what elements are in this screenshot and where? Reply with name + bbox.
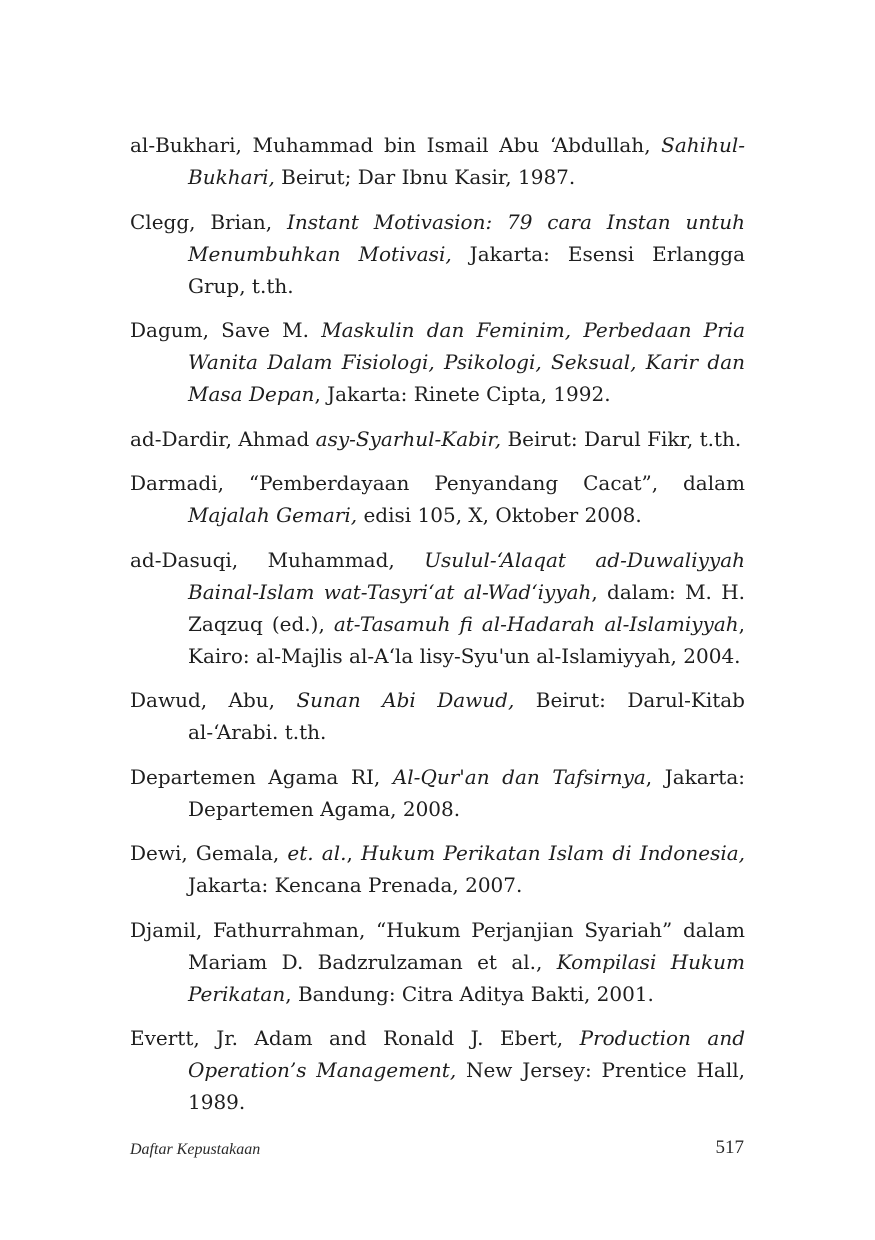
entry-text: Beirut; Dar Ibnu Kasir, 1987. bbox=[274, 165, 576, 189]
entry-title-text: asy-Syarhul-Kabir, bbox=[315, 426, 502, 451]
entry-text: ad-Dardir, Ahmad bbox=[130, 426, 316, 451]
entry-text: Evertt, Jr. Adam and Ronald J. Ebert, bbox=[130, 1026, 580, 1050]
entry-text: Dagum, Save M. bbox=[130, 318, 322, 342]
bibliography-list bbox=[130, 129, 745, 1131]
entry-text: Beirut: Darul Fikr, t.th. bbox=[501, 426, 742, 451]
entry-title-text: Majalah Gemari, bbox=[188, 503, 358, 527]
bibliography-entry bbox=[130, 837, 745, 901]
entry-title-text: Instant Motivasion: 79 cara Instan untuh Menumbuhkan Motivasi, bbox=[188, 209, 746, 266]
entry-text: Beirut: Darul-Kitab al-‘Arabi. t.th. bbox=[188, 688, 745, 744]
entry-text: Jakarta: Esensi Erlangga Grup, t.th. bbox=[188, 241, 745, 298]
entry-title-text: Production and Operation’s Management, bbox=[188, 1026, 746, 1082]
entry-title-text: Al-Qur'an dan Tafsirnya bbox=[392, 764, 646, 789]
entry-text: edisi 105, X, Oktober 2008. bbox=[357, 503, 642, 527]
bibliography-entry bbox=[130, 544, 745, 672]
entry-title-text: at-Tasamuh fi al-Hadarah al-Islamiyyah bbox=[333, 611, 739, 636]
entry-text: Darmadi, “Pemberdayaan Penyandang Cacat”, dalam bbox=[130, 471, 745, 495]
bibliography-entry bbox=[130, 423, 745, 455]
bibliography-entry bbox=[130, 129, 745, 193]
page-number: 517 bbox=[715, 1137, 744, 1158]
entry-title-text: et. al. bbox=[287, 841, 347, 865]
entry-text: , bbox=[346, 841, 361, 865]
entry-text: al-Bukhari, Muhammad bin Ismail Abu ‘Abdullah, bbox=[130, 133, 662, 157]
entry-text: Departemen Agama RI, bbox=[130, 764, 393, 789]
bibliography-entry bbox=[130, 1022, 745, 1118]
bibliography-entry bbox=[130, 761, 745, 825]
entry-title-text: Hukum Perikatan Islam di Indonesia, bbox=[360, 841, 746, 865]
entry-text: Dewi, Gemala, bbox=[130, 841, 288, 865]
bibliography-entry bbox=[130, 914, 745, 1010]
entry-text: , Jakarta: Departemen Agama, 2008. bbox=[188, 764, 745, 821]
entry-text: , Jakarta: Rinete Cipta, 1992. bbox=[314, 382, 611, 406]
entry-title-text: Usulul-‘Alaqat ad-Duwaliyyah Bainal-Islam wat-Tasyri‘at al-Wad‘iyyah bbox=[188, 547, 745, 604]
entry-title-text: Maskulin dan Feminim, Perbedaan Pria Wanita Dalam Fisiologi, Psikologi, Seksual, Karir dan Masa Depan bbox=[188, 318, 746, 406]
entry-text: Jakarta: Kencana Prenada, 2007. bbox=[188, 873, 523, 897]
bibliography-entry bbox=[130, 314, 745, 410]
entry-text: , Kairo: al-Majlis al-A‘la lisy-Syu'un al-Islamiyyah, 2004. bbox=[188, 611, 745, 668]
entry-title-text: Kompilasi Hukum Perikatan bbox=[188, 949, 746, 1006]
entry-text: , Bandung: Citra Aditya Bakti, 2001. bbox=[285, 981, 654, 1006]
bibliography-entry bbox=[130, 684, 745, 748]
running-footer-title: Daftar Kepustakaan bbox=[130, 1141, 261, 1158]
entry-text: Djamil, Fathurrahman, “Hukum Perjanjian Syariah” dalam Mariam D. Badzrulzaman et al., bbox=[130, 917, 745, 974]
bibliography-entry bbox=[130, 467, 745, 531]
bibliography-entry bbox=[130, 206, 745, 302]
entry-text: , dalam: M. H. Zaqzuq (ed.), bbox=[188, 579, 745, 636]
entry-text: ad-Dasuqi, Muhammad, bbox=[130, 547, 425, 572]
entry-text: Dawud, Abu, bbox=[130, 688, 297, 712]
entry-title-text: Sunan Abi Dawud, bbox=[296, 688, 515, 712]
entry-text: New Jersey: Prentice Hall, 1989. bbox=[188, 1058, 746, 1114]
entry-text: Clegg, Brian, bbox=[130, 209, 287, 234]
entry-title-text: Sahihul-Bukhari, bbox=[188, 133, 745, 189]
